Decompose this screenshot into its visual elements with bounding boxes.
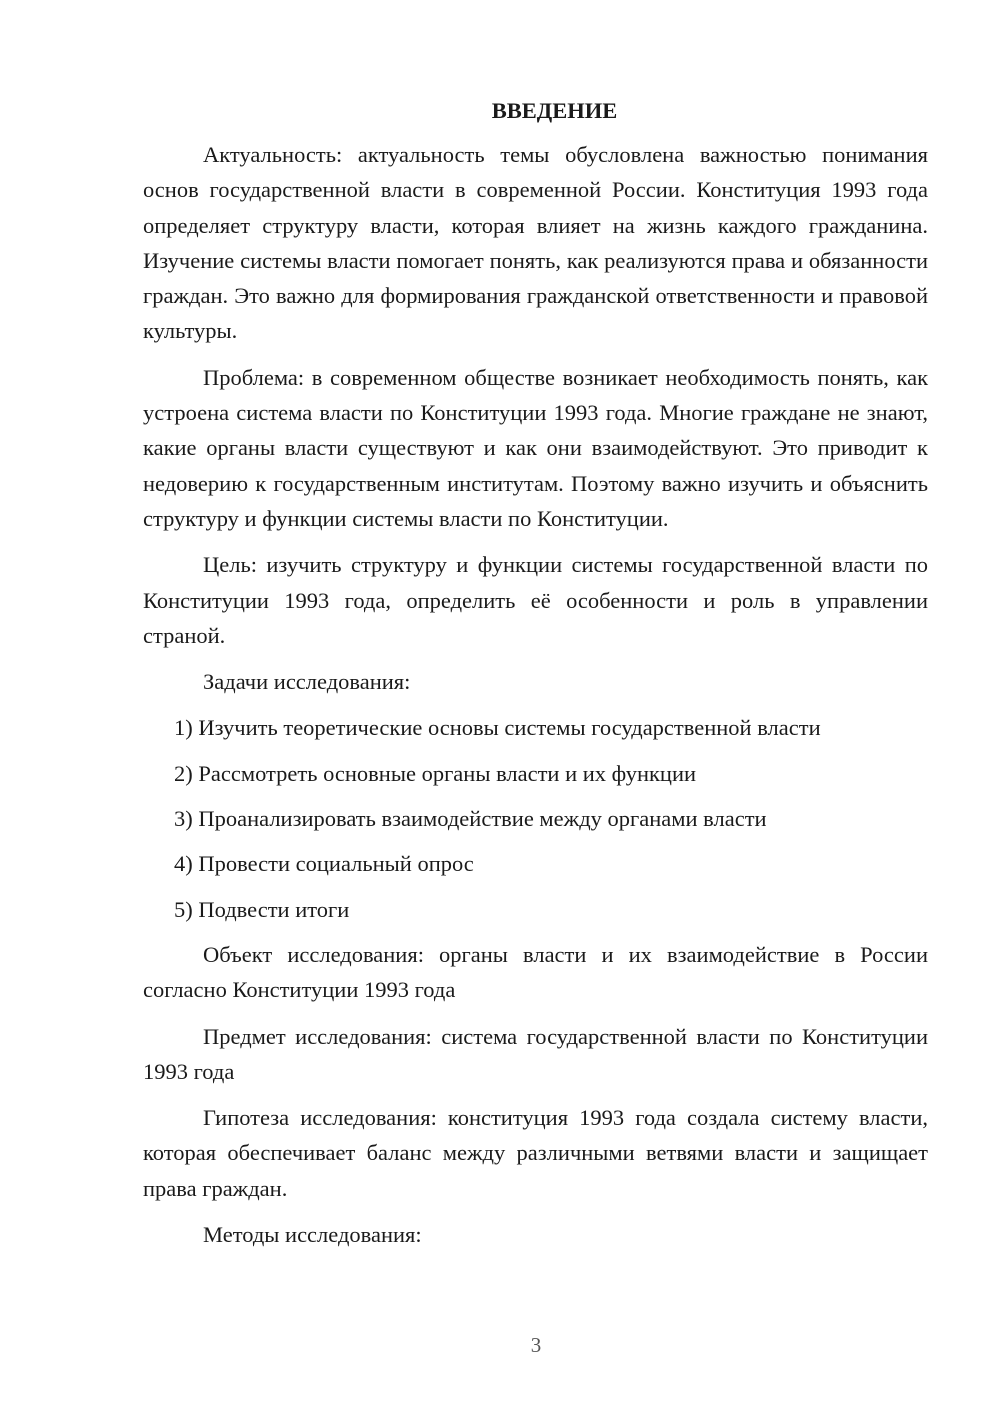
subject-paragraph: Предмет исследования: система государственной власти по Конституции 1993 года: [143, 1023, 928, 1084]
list-item: 1) Изучить теоретические основы системы государственной власти: [174, 715, 821, 741]
page-number: 3: [530, 1333, 542, 1357]
page-content: [143, 95, 928, 1263]
problem-paragraph: Проблема: в современном обществе возникает необходимость понять, как устроена система власти по Конституции 1993 года. Многие граждане не знают, какие органы власти существуют и как они взаимодействуют. Это приводит к недоверию к государственным институтам. Поэтому важно изучить и объяснить структуру и функции системы власти по Конституции.: [143, 364, 928, 531]
list-item: 4) Провести социальный опрос: [174, 851, 474, 877]
list-item: 2) Рассмотреть основные органы власти и их функции: [174, 760, 697, 786]
tasks-list: [143, 710, 928, 926]
list-item: 3) Проанализировать взаимодействие между органами власти: [174, 806, 767, 832]
hypothesis-paragraph: Гипотеза исследования: конституция 1993 года создала систему власти, которая обеспечивает баланс между различными ветвями власти и защищает права граждан.: [143, 1105, 928, 1201]
tasks-heading: Задачи исследования:: [203, 669, 411, 695]
section-title: ВВЕДЕНИЕ: [491, 98, 618, 123]
object-paragraph: Объект исследования: органы власти и их взаимодействие в России согласно Конституции 1993 года: [143, 941, 928, 1003]
methods-heading: Методы исследования:: [203, 1222, 422, 1248]
list-item: 5) Подвести итоги: [174, 896, 350, 922]
relevance-paragraph: Актуальность: актуальность темы обусловлена важностью понимания основ государственной власти в современной России. Конституция 1993 года определяет структуру власти, которая влияет на жизнь каждого гражданина. Изучение системы власти помогает понять, как реализуются права и обязанности граждан. Это важно для формирования гражданской ответственности и правовой культуры.: [143, 142, 928, 344]
goal-paragraph: Цель: изучить структуру и функции системы государственной власти по Конституции 1993 года, определить её особенности и роль в управлении страной.: [143, 552, 928, 648]
